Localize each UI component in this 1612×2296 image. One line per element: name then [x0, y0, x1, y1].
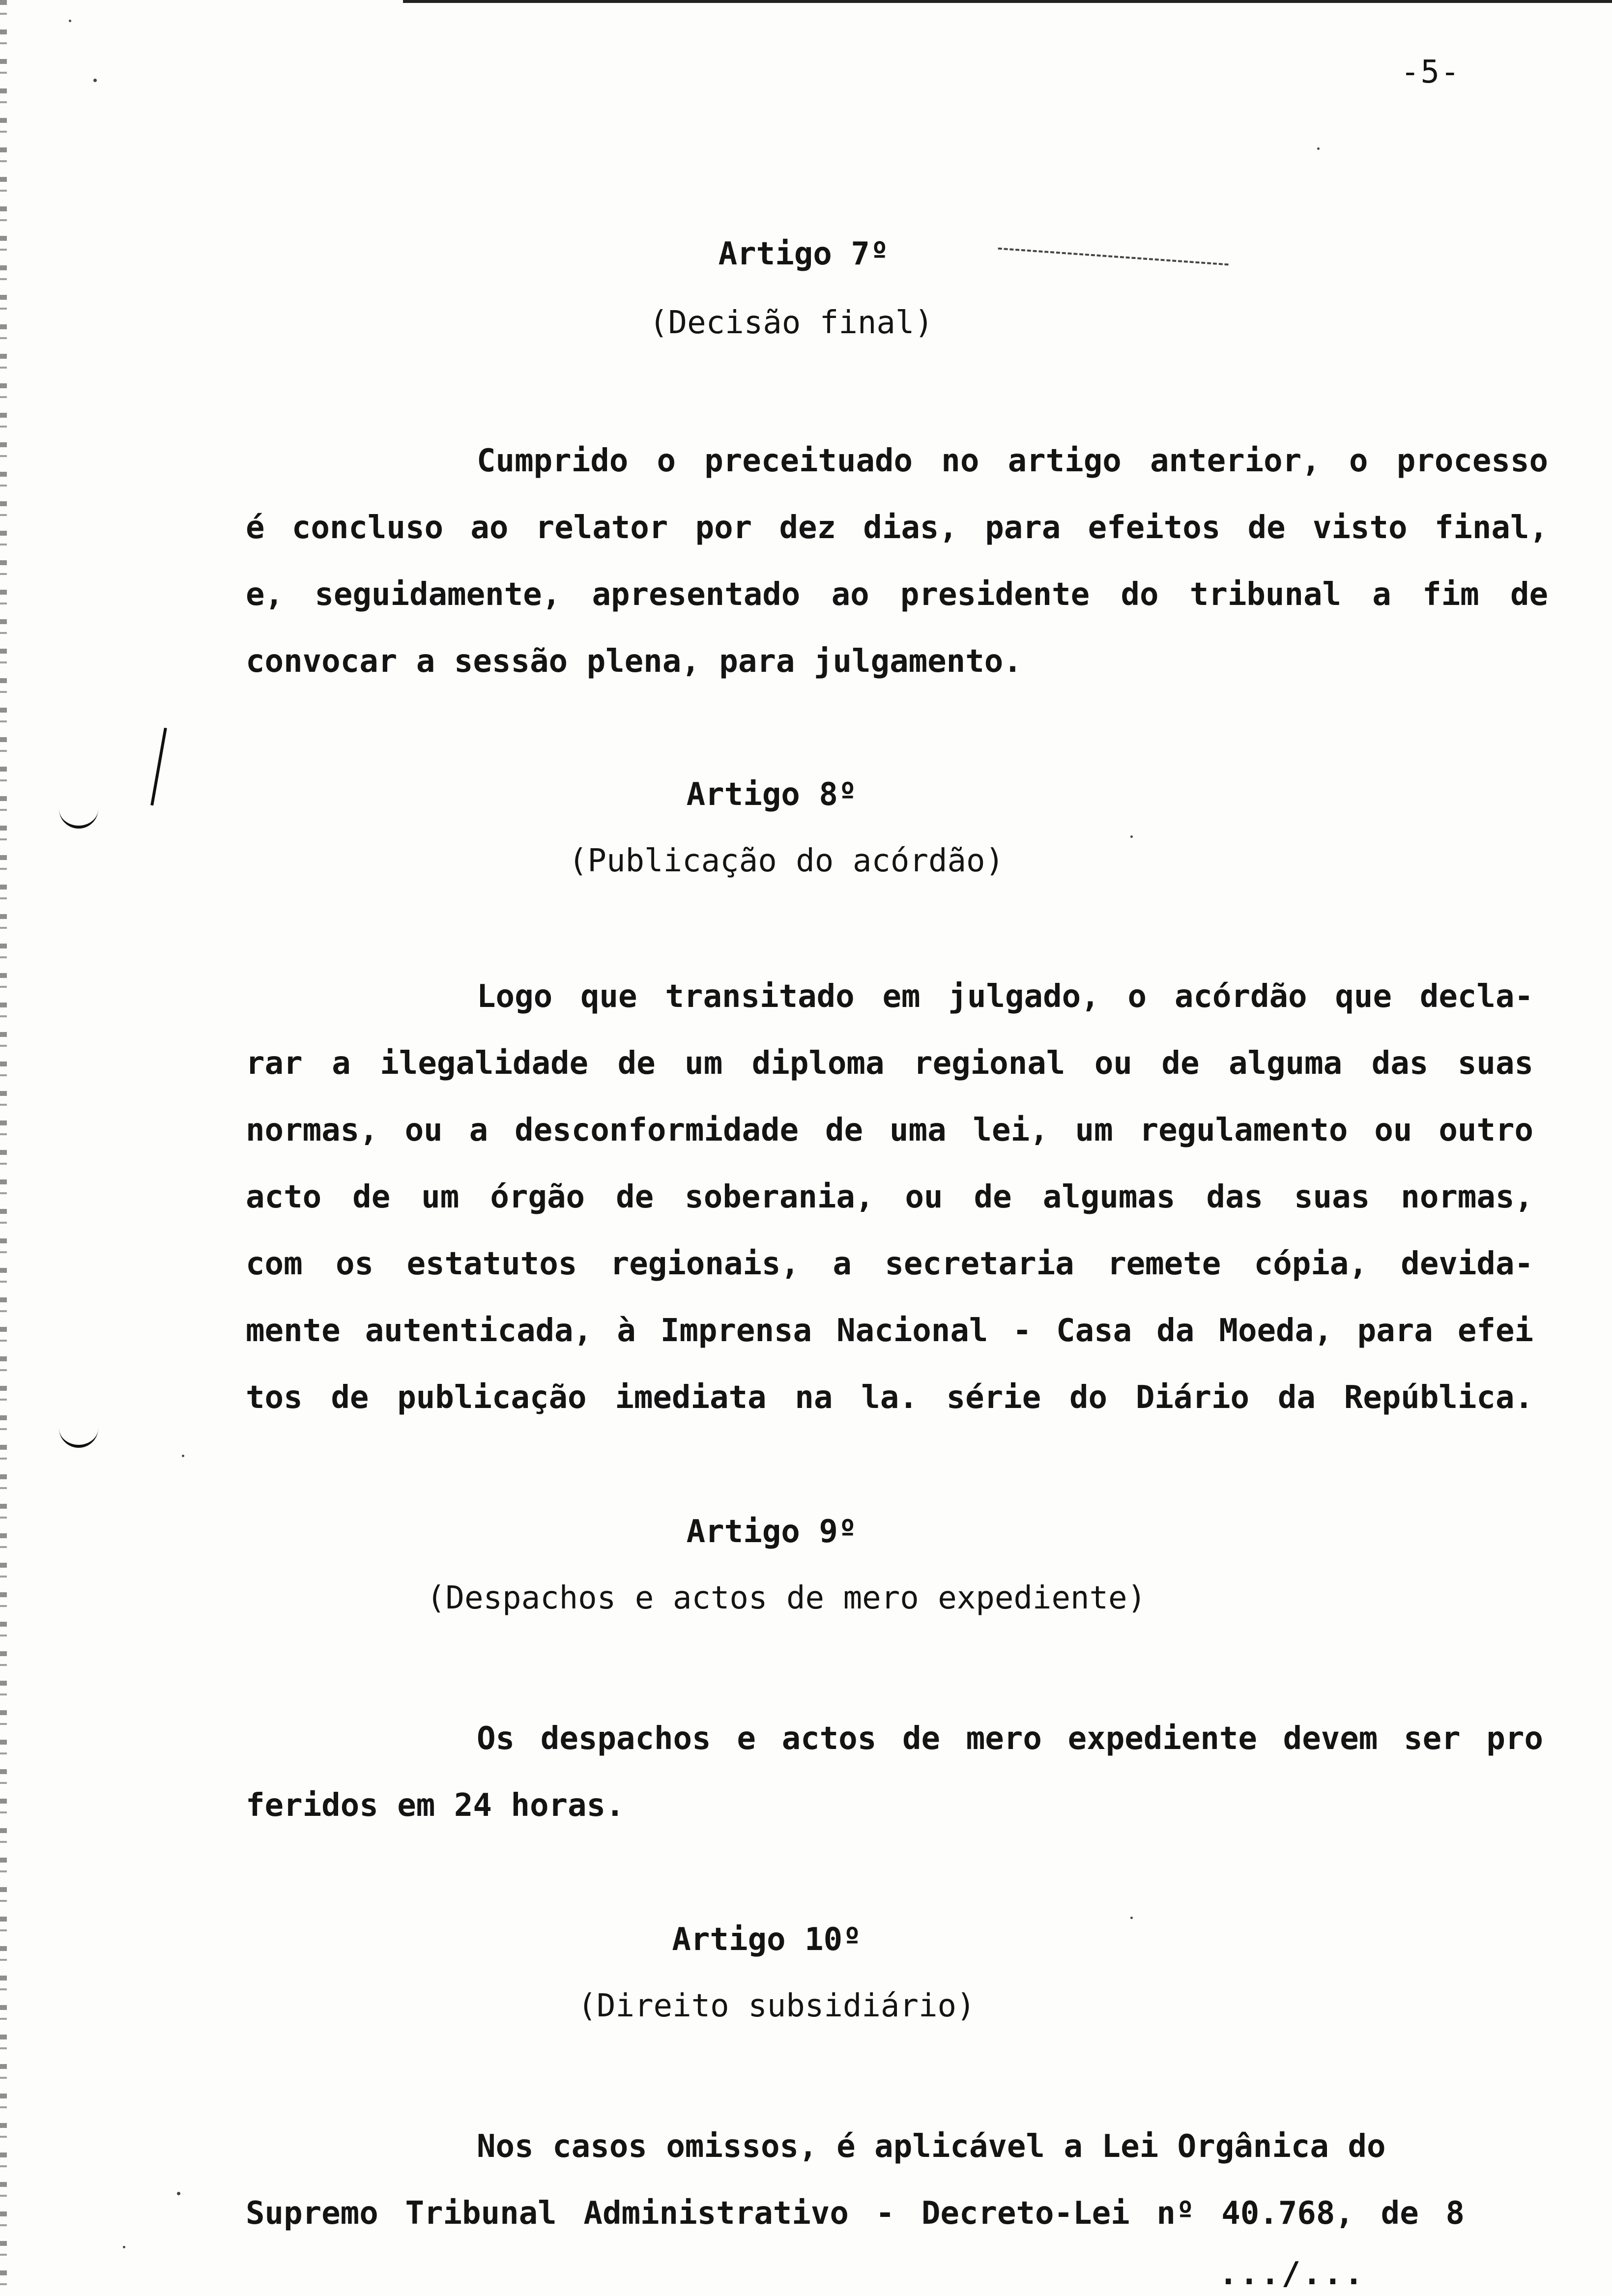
scan-speck [177, 2192, 180, 2195]
scan-speck [1317, 147, 1320, 150]
article-7-body [246, 428, 1548, 695]
article-10-body [246, 2113, 1465, 2247]
article-8-subtitle: (Publicação do acórdão) [568, 843, 1005, 879]
scan-speck [182, 1455, 184, 1457]
article-10-subtitle: (Direito subsidiário) [577, 1988, 976, 2024]
article-8-line-1: Logo que transitado em julgado, o acórdão que decla- [477, 978, 1533, 1015]
article-9-body [246, 1705, 1543, 1839]
article-8-line-6: mente autenticada, à Imprensa Nacional - Casa da Moeda, para efei [246, 1313, 1533, 1349]
scan-speck [69, 20, 71, 22]
article-8-body [246, 963, 1533, 1431]
page-number: -5- [1401, 54, 1461, 90]
scan-top-rule [403, 0, 1612, 3]
article-10-line-2: Supremo Tribunal Administrativo - Decreto-Lei nº 40.768, de 8 [246, 2195, 1465, 2232]
scan-speck [123, 2246, 125, 2248]
article-7-subtitle: (Decisão final) [649, 305, 933, 341]
article-7-line-2: é concluso ao relator por dez dias, para efeitos de visto final, [246, 510, 1548, 546]
continuation-mark: .../... [1219, 2256, 1365, 2292]
scan-speck [1130, 1917, 1133, 1919]
article-8-line-2: rar a ilegalidade de um diploma regional ou de alguma das suas [246, 1045, 1533, 1082]
article-9-line-1: Os despachos e actos de mero expediente devem ser pro [477, 1721, 1543, 1757]
article-8-line-7: tos de publicação imediata na la. série do Diário da República. [246, 1379, 1533, 1416]
article-7-line-3: e, seguidamente, apresentado ao presidente do tribunal a fim de [246, 576, 1548, 613]
article-8-line-4: acto de um órgão de soberania, ou de algumas das suas normas, [246, 1179, 1533, 1215]
margin-pencil-curve [59, 1425, 98, 1448]
article-8-line-3: normas, ou a desconformidade de uma lei, um regulamento ou outro [246, 1112, 1533, 1148]
article-8-title: Artigo 8º [686, 776, 857, 813]
article-7-title: Artigo 7º [718, 236, 889, 272]
article-10-title: Artigo 10º [672, 1922, 862, 1958]
article-7-line-1: Cumprido o preceituado no artigo anterior, o processo [477, 443, 1548, 479]
article-9-subtitle: (Despachos e actos de mero expediente) [426, 1580, 1147, 1616]
article-8-line-5: com os estatutos regionais, a secretaria remete cópia, devida- [246, 1246, 1533, 1282]
article-10-line-1: Nos casos omissos, é aplicável a Lei Orgânica do [477, 2128, 1386, 2165]
scan-speck [1130, 835, 1133, 838]
article-9-title: Artigo 9º [686, 1514, 857, 1550]
article-7-line-4: convocar a sessão plena, para julgamento. [246, 643, 1022, 680]
article-9-line-2: feridos em 24 horas. [246, 1787, 625, 1824]
scan-speck [93, 79, 97, 82]
